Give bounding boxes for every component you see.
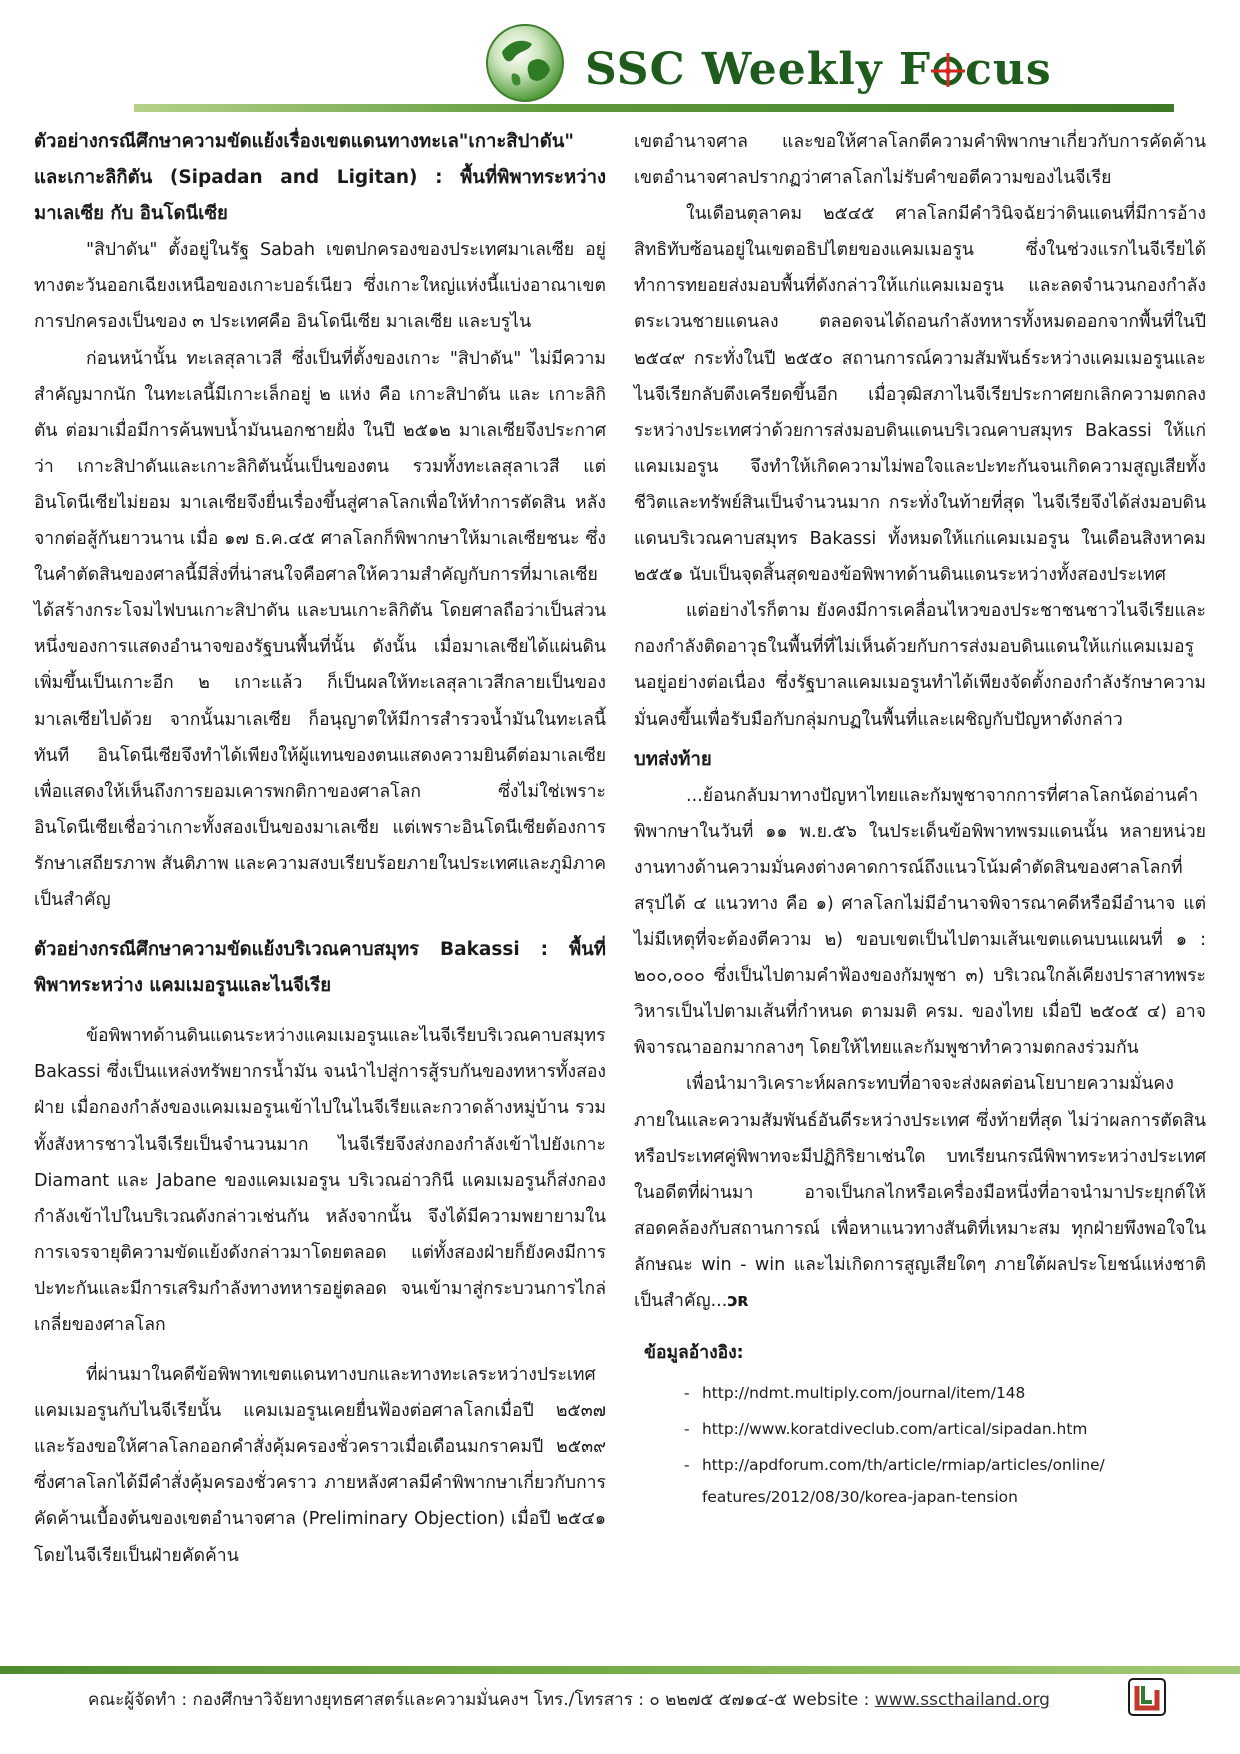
paragraph-text: เพื่อนำมาวิเคราะห์ผลกระทบที่อาจจะส่งผลต่อนโยบายความมั่นคงภายในและความสัมพันธ์อันดีระหว่างประเทศ ซึ่งท้ายที่สุด ไม่ว่าผลการตัดสินหรือประเทศคู่พิพาทจะมีปฏิกิริยาเช่นใด บทเรียนกรณีพิพาทระหว่างประเทศในอดีตที่ผ่านมา อาจเป็นกลไกหรือเครื่องมือหนึ่งที่อาจนำมาประยุกต์ให้สอดคล้องกับสถานการณ์ เพื่อหาแนวทางสันติที่เหมาะสม ทุกฝ่ายพึงพอใจในลักษณะ win - win และไม่เกิดการสูญเสียใดๆ ภายใต้ผลประโยชน์แห่งชาติเป็นสำคัญ... <box>634 1074 1206 1311</box>
right-column <box>634 124 1206 1517</box>
reference-item[interactable] <box>684 1413 1206 1445</box>
paragraph: ในเดือนตุลาคม ๒๕๔๕ ศาลโลกมีคำวินิจฉัยว่าดินแดนที่มีการอ้างสิทธิทับซ้อนอยู่ในเขตอธิปไตยของแคมเมอรูน ซึ่งในช่วงแรกไนจีเรียได้ทำการทยอยส่งมอบพื้นที่ดังกล่าวให้แก่แคมเมอรูน และลดจำนวนกองกำลังตระเวนชายแดนลง ตลอดจนได้ถอนกำลังทหารทั้งหมดออกจากพื้นที่ในปี ๒๕๔๙ กระทั่งในปี ๒๕๕๐ สถานการณ์ความสัมพันธ์ระหว่างแคมเมอรูนและไนจีเรียกลับตึงเครียดขึ้นอีก เมื่อวุฒิสภาไนจีเรียประกาศยกเลิกความตกลงระหว่างประเทศว่าด้วยการส่งมอบดินแดนบริเวณคาบสมุทร Bakassi ให้แก่แคมเมอรูน จึงทำให้เกิดความไม่พอใจและปะทะกันจนเกิดความสูญเสียทั้งชีวิตและทรัพย์สินเป็นจำนวนมาก กระทั่งในท้ายที่สุด ไนจีเรียจึงได้ส่งมอบดินแดนบริเวณคาบสมุทร Bakassi ทั้งหมดให้แก่แคมเมอรูน ในเดือนสิงหาคม ๒๕๕๑ นับเป็นจุดสิ้นสุดของข้อพิพาทด้านดินแดนระหว่างทั้งสองประเทศ <box>634 204 1206 586</box>
footer <box>88 1680 1118 1720</box>
paragraph: "สิปาดัน" ตั้งอยู่ในรัฐ Sabah เขตปกครองของประเทศมาเลเซีย อยู่ทางตะวันออกเฉียงเหนือของเกาะบอร์เนียว ซึ่งเกาะใหญ่แห่งนี้แบ่งอาณาเขตการปกครองเป็นของ ๓ ประเทศคือ อินโดนีเซีย มาเลเซีย และบรูไน <box>34 240 606 333</box>
end-mark: ↄʀ <box>727 1291 750 1311</box>
reference-item[interactable] <box>684 1377 1206 1409</box>
paragraph-continued: เขตอำนาจศาล และขอให้ศาลโลกตีความคำพิพากษาเกี่ยวกับการคัดค้านเขตอำนาจศาลปรากฏว่าศาลโลกไม่รับคำขอตีความของไนจีเรีย <box>634 132 1206 189</box>
ssc-logo-icon <box>1128 1678 1166 1716</box>
paragraph: ที่ผ่านมาในคดีข้อพิพาทเขตแดนทางบกและทางทะเลระหว่างประเทศแคมเมอรูนกับไนจีเรียนั้น แคมเมอรูนเคยยื่นฟ้องต่อศาลโลกเมื่อปี ๒๕๓๗ และร้องขอให้ศาลโลกออกคำสั่งคุ้มครองชั่วคราวเมื่อเดือนมกราคมปี ๒๕๓๙ ซึ่งศาลโลกได้มีคำสั่งคุ้มครองชั่วคราว ภายหลังศาลมีคำพิพากษาเกี่ยวกับการคัดค้านเบื้องต้นของเขตอำนาจศาล (Preliminary Objection) เมื่อปี ๒๕๔๑ โดยไนจีเรียเป็นฝ่ายคัดค้าน <box>34 1365 606 1566</box>
brand-title-part2: cus <box>965 44 1052 95</box>
left-column <box>34 124 606 1574</box>
section-heading-bakassi: ตัวอย่างกรณีศึกษาความขัดแย้งบริเวณคาบสมุทร Bakassi : พื้นที่พิพาทระหว่าง แคมเมอรูนและไนจีเรีย <box>34 939 606 997</box>
list-bullet: - <box>684 1456 690 1475</box>
header-divider <box>134 104 1174 112</box>
list-bullet: - <box>684 1384 690 1403</box>
footer-divider <box>0 1666 1240 1674</box>
paragraph <box>634 1066 1206 1319</box>
spacer <box>34 1004 606 1018</box>
footer-credits: คณะผู้จัดทำ : กองศึกษาวิจัยทางยุทธศาสตร์และความมั่นคงฯ โทร./โทรสาร : ๐ ๒๒๗๕ ๕๗๑๔-๕ website : <box>88 1690 875 1710</box>
reference-link[interactable]: http://ndmt.multiply.com/journal/item/148 <box>702 1384 1026 1403</box>
section-heading-sipadan: ตัวอย่างกรณีศึกษาความขัดแย้งเรื่องเขตแดนทางทะเล"เกาะสิปาดัน" และเกาะลิกิตัน (Sipadan and Ligitan) : พื้นที่พิพาทระหว่าง มาเลเซีย กับ อินโดนีเซีย <box>34 131 606 225</box>
spacer <box>34 1343 606 1357</box>
paragraph: แต่อย่างไรก็ตาม ยังคงมีการเคลื่อนไหวของประชาชนชาวไนจีเรียและกองกำลังติดอาวุธในพื้นที่ที่ไม่เห็นด้วยกับการส่งมอบดินแดนให้แก่แคมเมอรูนอยู่อย่างต่อเนื่อง ซึ่งรัฐบาลแคมเมอรูนทำได้เพียงจัดตั้งกองกำลังรักษาความมั่นคงขึ้นเพื่อรับมือกับกลุ่มกบฏในพื้นที่และเผชิญกับปัญหาดังกล่าว <box>634 601 1206 730</box>
crosshair-icon <box>931 52 965 88</box>
spacer <box>34 918 606 932</box>
paragraph: ก่อนหน้านั้น ทะเลสุลาเวสี ซึ่งเป็นที่ตั้งของเกาะ "สิปาดัน" ไม่มีความสำคัญมากนัก ในทะเลนี้มีเกาะเล็กอยู่ ๒ แห่ง คือ เกาะสิปาดัน และ เกาะลิกิตัน ต่อมาเมื่อมีการค้นพบน้ำมันนอกชายฝั่ง ในปี ๒๕๑๒ มาเลเซียจึงประกาศว่า เกาะสิปาดันและเกาะลิกิตันนั้นเป็นของตน รวมทั้งทะเลสุลาเวสี แต่อินโดนีเซียไม่ยอม มาเลเซียจึงยื่นเรื่องขึ้นสู่ศาลโลกเพื่อให้ทำการตัดสิน หลังจากต่อสู้กันยาวนาน เมื่อ ๑๗ ธ.ค.๔๕ ศาลโลกก็พิพากษาให้มาเลเซียชนะ ซึ่งในคำตัดสินของศาลนี้มีสิ่งที่น่าสนใจคือศาลให้ความสำคัญกับการที่มาเลเซียได้สร้างกระโจมไฟบนเกาะสิปาดัน และบนเกาะลิกิตัน โดยศาลถือว่าเป็นส่วนหนึ่งของการแสดงอำนาจของรัฐบนพื้นที่นั้น ดังนั้น เมื่อมาเลเซียได้แผ่นดินเพิ่มขึ้นเป็นเกาะอีก ๒ เกาะแล้ว ก็เป็นผลให้ทะเลสุลาเวสีกลายเป็นของมาเลเซียไปด้วย จากนั้นมาเลเซีย ก็อนุญาตให้มีการสำรวจน้ำมันในทะเลนี้ทันที อินโดนีเซียจึงทำได้เพียงให้ผู้แทนของตนแสดงความยินดีต่อมาเลเซีย เพื่อแสดงให้เห็นถึงการยอมเคารพกติกาของศาลโลก ซึ่งไม่ใช่เพราะอินโดนีเซียเชื่อว่าเกาะทั้งสองเป็นของมาเลเซีย แต่เพราะอินโดนีเซียต้องการรักษาเสถียรภาพ สันติภาพ และความสงบเรียบร้อยภายในประเทศและภูมิภาคเป็นสำคัญ <box>34 348 606 910</box>
references-title: ข้อมูลอ้างอิง: <box>644 1343 744 1364</box>
brand-title-part1: SSC Weekly F <box>585 44 932 95</box>
masthead <box>0 0 1240 112</box>
references-list <box>634 1377 1206 1513</box>
paragraph: ...ย้อนกลับมาทางปัญหาไทยและกัมพูชาจากการที่ศาลโลกนัดอ่านคำพิพากษาในวันที่ ๑๑ พ.ย.๕๖ ในประเด็นข้อพิพาทพรมแดนนั้น หลายหน่วยงานทางด้านความมั่นคงต่างคาดการณ์ถึงแนวโน้มคำตัดสินของศาลโลกที่สรุปได้ ๔ แนวทาง คือ ๑) ศาลโลกไม่มีอำนาจพิจารณาคดีหรือมีอำนาจ แต่ไม่มีเหตุที่จะต้องตีความ ๒) ขอบเขตเป็นไปตามเส้นเขตแดนบนแผนที่ ๑ : ๒๐๐,๐๐๐ ซึ่งเป็นไปตามคำฟ้องของกัมพูชา ๓) บริเวณใกล้เคียงปราสาทพระวิหารเป็นไปตามเส้นที่กำหนด ตามมติ ครม. ของไทย เมื่อปี ๒๕๐๕ ๔) อาจพิจารณาออกมากลางๆ โดยให้ไทยและกัมพูชาทำความตกลงร่วมกัน <box>634 785 1206 1059</box>
brand-title <box>585 44 1225 104</box>
website-link[interactable]: www.sscthailand.org <box>874 1690 1050 1710</box>
reference-item[interactable] <box>684 1449 1206 1513</box>
reference-link[interactable]: http://apdforum.com/th/article/rmiap/articles/online/ features/2012/08/30/korea-japan-tension <box>702 1456 1105 1507</box>
globe-icon <box>484 22 566 104</box>
paragraph: ข้อพิพาทด้านดินแดนระหว่างแคมเมอรูนและไนจีเรียบริเวณคาบสมุทร Bakassi ซึ่งเป็นแหล่งทรัพยากรน้ำมัน จนนำไปสู่การสู้รบกันของทหารทั้งสองฝ่าย เมื่อกองกำลังของแคมเมอรูนเข้าไปในไนจีเรียและกวาดล้างหมู่บ้าน รวมทั้งสังหารชาวไนจีเรียเป็นจำนวนมาก ไนจีเรียจึงส่งกองกำลังเข้าไปยังเกาะ Diamant และ Jabane ของแคมเมอรูน บริเวณอ่าวกินี แคมเมอรูนก็ส่งกองกำลังเข้าไปในบริเวณดังกล่าวเช่นกัน หลังจากนั้น จึงได้มีความพยายามในการเจรจายุติความขัดแย้งดังกล่าวมาโดยตลอด แต่ทั้งสองฝ่ายก็ยังคงมีการปะทะกันและมีการเสริมกำลังทางทหารอยู่ตลอด จนเข้ามาสู่กระบวนการไกล่เกลี่ยของศาลโลก <box>34 1026 606 1335</box>
list-bullet: - <box>684 1420 690 1439</box>
section-heading-conclusion: บทส่งท้าย <box>634 748 712 770</box>
reference-link[interactable]: http://www.koratdiveclub.com/artical/sipadan.htm <box>702 1420 1088 1439</box>
